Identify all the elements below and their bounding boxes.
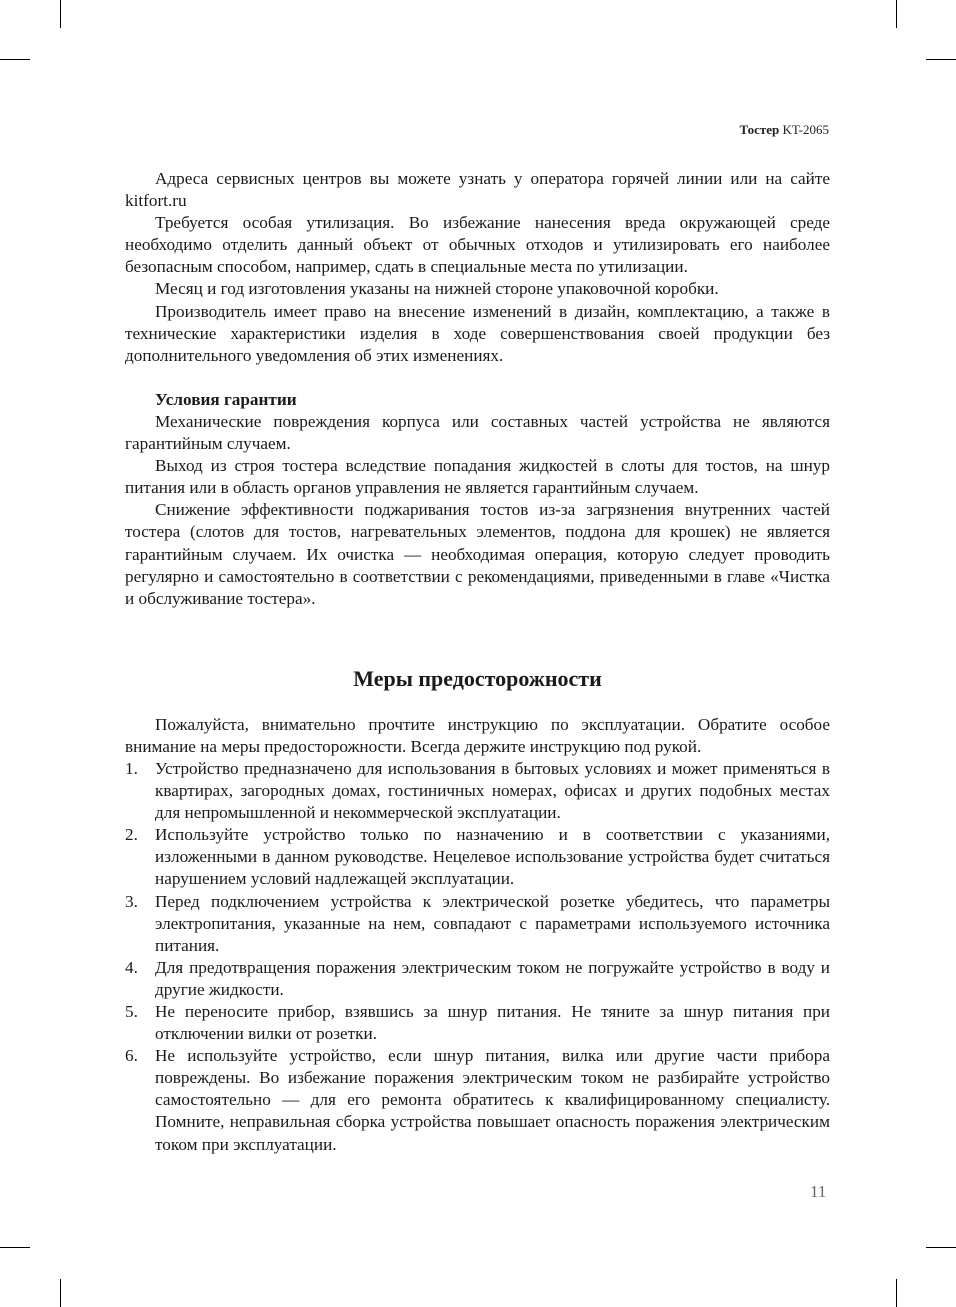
paragraph: Производитель имеет право на внесение изменений в дизайн, комплектацию, а также в технические характеристики изделия в ходе совершенствования своей продукции без дополнительного уведомления об этих изменениях. <box>125 301 830 365</box>
precautions-section <box>125 665 830 1156</box>
running-header <box>740 122 829 138</box>
spacer <box>125 367 830 389</box>
section-title: Меры предосторожности <box>353 665 602 691</box>
list-number: 6. <box>125 1046 138 1066</box>
crop-mark-bottom-right-h <box>926 1247 956 1248</box>
list-item <box>125 824 830 890</box>
intro-block <box>125 168 830 367</box>
header-model: KT-2065 <box>782 122 829 137</box>
list-number: 1. <box>125 758 138 778</box>
list-number: 4. <box>125 957 138 977</box>
paragraph: Выход из строя тостера вследствие попадания жидкостей в слоты для тостов, на шнур питания или в область органов управления не является гарантийным случаем. <box>125 456 830 498</box>
crop-mark-top-right <box>896 0 897 28</box>
paragraph: Адреса сервисных центров вы можете узнать у оператора горячей линии или на сайте kitfort.ru <box>125 169 830 211</box>
warranty-heading: Условия гарантии <box>155 389 297 409</box>
list-item <box>125 891 830 957</box>
list-text: Не переносите прибор, взявшись за шнур питания. Не тяните за шнур питания при отключении вилки от розетки. <box>155 1002 830 1044</box>
crop-mark-bottom-left-h <box>0 1247 30 1248</box>
list-number: 2. <box>125 825 138 845</box>
paragraph: Месяц и год изготовления указаны на нижней стороне упаковочной коробки. <box>155 279 719 299</box>
page-content <box>125 168 830 1156</box>
list-text: Перед подключением устройства к электрической розетке убедитесь, что параметры электропитания, указанные на нем, совпадают с параметрами используемого источника питания. <box>155 891 830 955</box>
list-number: 3. <box>125 891 138 911</box>
list-text: Устройство предназначено для использования в бытовых условиях и может применяться в квартирах, загородных домах, гостиничных номерах, офисах и других подобных местах для непромышленной и некоммерческой эксплуатации. <box>155 758 830 823</box>
paragraph: Механические повреждения корпуса или составных частей устройства не являются гарантийным случаем. <box>125 411 830 454</box>
header-product: Тостер <box>739 122 780 137</box>
precautions-intro: Пожалуйста, внимательно прочтите инструкцию по эксплуатации. Обратите особое внимание на меры предосторожности. Всегда держите инструкцию под рукой. <box>125 714 830 756</box>
list-number: 5. <box>125 1002 138 1021</box>
crop-mark-bottom-right <box>896 1279 897 1307</box>
precautions-list <box>125 758 830 1156</box>
list-item <box>125 957 830 1001</box>
list-text: Не используйте устройство, если шнур питания, вилка или другие части прибора повреждены. Во избежание поражения электрическим током не разбирайте устройство самостоятельно — для его ремонта обратитесь к квалифицированному специалисту. Помните, неправильная сборка устройства повышает опасность поражения электрическим током при эксплуатации. <box>155 1046 830 1154</box>
list-item <box>125 1045 830 1155</box>
crop-mark-top-left <box>60 0 61 28</box>
list-text: Используйте устройство только по назначению и в соответствии с указаниями, изложенными в данном руководстве. Нецелевое использование устройства будет считаться нарушением условий надлежащей эксплуатации. <box>155 825 830 889</box>
paragraph: Требуется особая утилизация. Во избежание нанесения вреда окружающей среде необходимо отделить данный объект от обычных отходов и утилизировать его наиболее безопасным способом, например, сдать в специальные места по утилизации. <box>125 213 830 277</box>
list-item <box>125 1001 830 1045</box>
warranty-section <box>125 389 830 610</box>
page-number: 11 <box>810 1182 827 1201</box>
crop-mark-bottom-left <box>60 1279 61 1307</box>
list-item <box>125 758 830 824</box>
paragraph: Снижение эффективности поджаривания тостов из-за загрязнения внутренних частей тостера (слотов для тостов, нагревательных элементов, поддона для крошек) не является гарантийным случаем. Их очистка — необходимая операция, которую следует проводить регулярно и самостоятельно в соответствии с рекомендациями, приведенными в главе «Чистка и обслуживание тостера». <box>125 500 830 608</box>
list-text: Для предотвращения поражения электрическим током не погружайте устройство в воду и другие жидкости. <box>155 957 830 999</box>
crop-mark-top-left-h <box>0 59 30 60</box>
crop-mark-top-right-h <box>926 59 956 60</box>
